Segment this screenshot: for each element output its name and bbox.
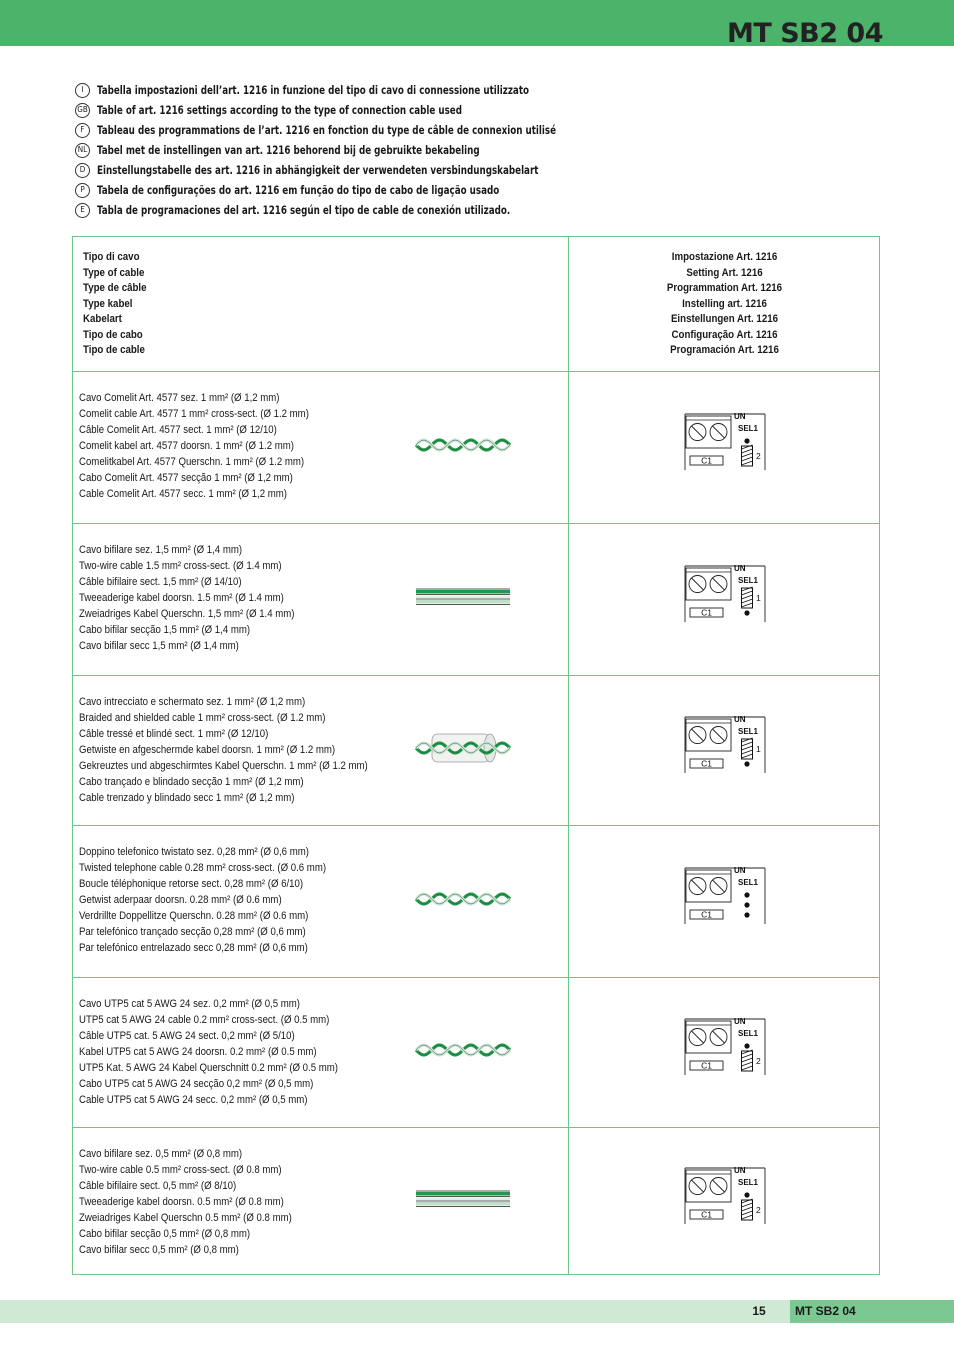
- language-caption: Tabella impostazioni dell’art. 1216 in funzione del tipo di cavo di connessione utilizzato: [97, 83, 530, 97]
- cable-description-line: Cavo Comelit Art. 4577 sez. 1 mm² (Ø 1,2 mm): [79, 392, 280, 404]
- cable-description-line: Cabo bifilar secção 1,5 mm² (Ø 1,4 mm): [79, 624, 251, 636]
- header-cable-type-line: Tipo di cavo: [83, 251, 140, 263]
- cable-drawing: [415, 882, 511, 916]
- cable-description-line: Cavo UTP5 cat 5 AWG 24 sez. 0,2 mm² (Ø 0,5 mm): [79, 998, 300, 1010]
- cable-description: [79, 542, 294, 654]
- jumper-diagram-drawing: [683, 408, 769, 472]
- cable-description-line: Cavo bifilar secc 0,5 mm² (Ø 0,8 mm): [79, 1244, 239, 1256]
- jumper-diagram-drawing: [683, 711, 769, 775]
- header-cable-type-line: Tipo de cabo: [83, 328, 143, 341]
- cable-description-line: Twisted telephone cable 0.28 mm² cross-sect. (Ø 0.6 mm): [79, 862, 327, 874]
- un-label: UN: [734, 412, 746, 421]
- jumper-diagram-drawing: [683, 1013, 769, 1077]
- language-caption: Tabela de configurações do art. 1216 em função do tipo de cabo de ligação usado: [97, 183, 500, 197]
- sel1-label: SEL1: [738, 1029, 759, 1038]
- header-setting-line: Programación Art. 1216: [670, 344, 779, 356]
- jumper-setting-diagram: [683, 560, 769, 629]
- cable-description-line: Cabo bifilar secção 0,5 mm² (Ø 0,8 mm): [79, 1228, 251, 1240]
- cable-description-line: Two-wire cable 1.5 mm² cross-sect. (Ø 1.4 mm): [79, 560, 282, 572]
- cable-description-line: Câble Comelit Art. 4577 sect. 1 mm² (Ø 12/10): [79, 424, 277, 436]
- page-number: 15: [752, 1304, 766, 1318]
- jumper-pin: [744, 1043, 749, 1048]
- settings-table: [72, 236, 880, 1275]
- cable-wire: [416, 1202, 510, 1206]
- terminal-label: C1: [701, 909, 712, 920]
- un-label: UN: [734, 1017, 746, 1026]
- footer-bar: [0, 1300, 954, 1323]
- cable-description-line: Getwist aderpaar doorsn. 0.28 mm² (Ø 0.6 mm): [79, 894, 282, 906]
- parallel-wire-icon: [415, 587, 511, 614]
- cable-description-line: Cable UTP5 cat 5 AWG 24 secc. 0,2 mm² (Ø 0,5 mm): [79, 1094, 308, 1106]
- header-cable-type-line: Kabelart: [83, 313, 122, 325]
- language-code-badge: GB: [75, 103, 90, 118]
- cable-description-line: Cabo trançado e blindado secção 1 mm² (Ø 1,2 mm): [79, 776, 304, 788]
- jumper-setting-diagram: [683, 862, 769, 931]
- jumper-position-label: 1: [756, 744, 761, 754]
- language-row: [75, 160, 631, 180]
- language-row: [75, 200, 631, 220]
- row-divider: [73, 825, 879, 826]
- header-setting-line: Einstellungen Art. 1216: [670, 313, 779, 325]
- cable-description-line: Zweiadriges Kabel Querschn. 1,5 mm² (Ø 1.4 mm): [79, 608, 295, 620]
- cable-drawing: [415, 1189, 511, 1211]
- jumper-pin: [744, 892, 749, 897]
- jumper-setting-diagram: [683, 1162, 769, 1231]
- language-code-badge: NL: [75, 143, 90, 158]
- row-divider: [73, 371, 879, 372]
- cable-description: [79, 1146, 292, 1258]
- jumper-diagram-drawing: [683, 560, 769, 624]
- cable-wire: [416, 596, 510, 599]
- cable-description-line: Tweeaderige kabel doorsn. 0.5 mm² (Ø 0.8 mm): [79, 1196, 284, 1208]
- cable-drawing: [415, 1033, 511, 1067]
- cable-description-line: Gekreuztes und abgeschirmtes Kabel Querschn. 1 mm² (Ø 1.2 mm): [79, 760, 368, 772]
- cable-description-line: Cavo bifilare sez. 1,5 mm² (Ø 1,4 mm): [79, 544, 243, 556]
- top-banner: [0, 0, 954, 49]
- document-title: MT SB2 04: [727, 18, 883, 49]
- jumper-position-label: 1: [756, 593, 761, 603]
- cable-description-line: Cabo UTP5 cat 5 AWG 24 secção 0,2 mm² (Ø 0,5 mm): [79, 1078, 314, 1090]
- cable-description-line: Cable trenzado y blindado secc 1 mm² (Ø 1,2 mm): [79, 792, 295, 804]
- column-divider: [568, 237, 569, 1274]
- cable-drawing: [415, 428, 511, 462]
- terminal-label: C1: [701, 1060, 712, 1071]
- twisted-pair-icon: [415, 428, 511, 467]
- cable-description: [79, 996, 338, 1108]
- language-row: [75, 100, 631, 120]
- language-caption: Table of art. 1216 settings according to the type of connection cable used: [97, 103, 463, 117]
- language-caption: Tableau des programmations de l’art. 1216 en fonction du type de câble de connexion utilisé: [97, 123, 557, 137]
- cable-wire: [416, 590, 510, 594]
- language-code-badge: F: [75, 123, 90, 138]
- header-setting-line: Setting Art. 1216: [686, 266, 763, 279]
- cable-description-line: Kabel UTP5 cat 5 AWG 24 doorsn. 0.2 mm² (Ø 0.5 mm): [79, 1046, 317, 1058]
- language-code-badge: E: [75, 203, 90, 218]
- parallel-wire-icon: [415, 1189, 511, 1216]
- header-setting-line: Programmation Art. 1216: [666, 282, 783, 294]
- jumper-pin: [744, 902, 749, 907]
- sel1-label: SEL1: [738, 424, 759, 433]
- jumper-pin: [744, 1192, 749, 1197]
- header-cable-type-line: Type kabel: [83, 297, 133, 310]
- jumper-pin: [744, 438, 749, 443]
- cable-description-line: Câble UTP5 cat. 5 AWG 24 sect. 0,2 mm² (Ø 5/10): [79, 1030, 295, 1042]
- terminal-label: C1: [701, 758, 712, 769]
- jumper-diagram-drawing: [683, 1162, 769, 1226]
- cable-description-line: Getwiste en afgeschermde kabel doorsn. 1 mm² (Ø 1.2 mm): [79, 744, 336, 756]
- language-code-badge: D: [75, 163, 90, 178]
- cable-description: [79, 694, 368, 806]
- language-caption: Einstellungstabelle des art. 1216 in abhängigkeit der verwendeten versbindungskabelart: [97, 163, 539, 177]
- row-divider: [73, 523, 879, 524]
- cable-description-line: Boucle téléphonique retorse sect. 0,28 mm² (Ø 6/10): [79, 878, 304, 890]
- cable-drawing: [415, 587, 511, 609]
- row-divider: [73, 675, 879, 676]
- terminal-label: C1: [701, 1209, 712, 1220]
- jumper-setting-diagram: [683, 1013, 769, 1082]
- terminal-label: C1: [701, 455, 712, 466]
- shielded-twisted-cable-icon: [415, 731, 511, 770]
- cable-description-line: Comelitkabel Art. 4577 Querschn. 1 mm² (Ø 1.2 mm): [79, 456, 305, 468]
- jumper-pin: [744, 912, 749, 917]
- footer-document-code: MT SB2 04: [790, 1300, 954, 1323]
- cable-description: [79, 390, 309, 502]
- cable-description-line: Cavo intrecciato e schermato sez. 1 mm² (Ø 1,2 mm): [79, 696, 306, 708]
- jumper-position-label: 2: [756, 1205, 761, 1215]
- row-divider: [73, 977, 879, 978]
- cable-description-line: Tweeaderige kabel doorsn. 1.5 mm² (Ø 1.4 mm): [79, 592, 284, 604]
- language-code-badge: P: [75, 183, 90, 198]
- cable-description-line: Comelit cable Art. 4577 1 mm² cross-sect. (Ø 1.2 mm): [79, 408, 309, 420]
- language-caption: Tabel met de instellingen van art. 1216 behorend bij de gebruikte bekabeling: [97, 143, 480, 157]
- language-caption: Tabla de programaciones del art. 1216 según el tipo de cable de conexión utilizado.: [97, 203, 511, 217]
- cable-description-line: Cable Comelit Art. 4577 secc. 1 mm² (Ø 1,2 mm): [79, 488, 287, 500]
- header-cable-type-line: Tipo de cable: [83, 344, 145, 356]
- twisted-pair-icon: [415, 882, 511, 921]
- row-divider: [73, 1127, 879, 1128]
- language-row: [75, 180, 631, 200]
- un-label: UN: [734, 1166, 746, 1175]
- cable-description-line: Braided and shielded cable 1 mm² cross-sect. (Ø 1.2 mm): [79, 712, 326, 724]
- header-setting: [568, 250, 881, 359]
- cable-description-line: Two-wire cable 0.5 mm² cross-sect. (Ø 0.8 mm): [79, 1164, 282, 1176]
- cable-description-line: Câble tressé et blindé sect. 1 mm² (Ø 12/10): [79, 728, 269, 740]
- header-cable-type-line: Type of cable: [83, 266, 145, 279]
- cable-description-line: Verdrillte Doppellitze Querschn. 0.28 mm² (Ø 0.6 mm): [79, 910, 309, 922]
- language-row: [75, 140, 631, 160]
- header-cable-type-line: Type de câble: [83, 282, 147, 294]
- terminal-label: C1: [701, 607, 712, 618]
- language-row: [75, 120, 631, 140]
- jumper-setting-diagram: [683, 408, 769, 477]
- cable-wire: [416, 1198, 510, 1201]
- jumper-position-label: 2: [756, 451, 761, 461]
- cable-description-line: Câble bifilaire sect. 1,5 mm² (Ø 14/10): [79, 576, 242, 588]
- sel1-label: SEL1: [738, 576, 759, 585]
- jumper-pin: [744, 761, 749, 766]
- cable-description-line: Cavo bifilare sez. 0,5 mm² (Ø 0,8 mm): [79, 1148, 243, 1160]
- cable-description-line: Par telefónico trançado secção 0,28 mm² (Ø 0,6 mm): [79, 926, 306, 938]
- sel1-label: SEL1: [738, 1178, 759, 1187]
- cable-wire: [416, 600, 510, 604]
- header-cable-type: [83, 250, 147, 359]
- un-label: UN: [734, 564, 746, 573]
- sel1-label: SEL1: [738, 727, 759, 736]
- jumper-diagram-drawing: [683, 862, 769, 926]
- cable-description-line: Cavo bifilar secc 1,5 mm² (Ø 1,4 mm): [79, 640, 239, 652]
- jumper-setting-diagram: [683, 711, 769, 780]
- cable-wire: [416, 1192, 510, 1196]
- language-list: [75, 80, 631, 220]
- jumper-position-label: 2: [756, 1056, 761, 1066]
- language-row: [75, 80, 631, 100]
- cable-description-line: Zweiadriges Kabel Querschn 0.5 mm² (Ø 0.8 mm): [79, 1212, 292, 1224]
- un-label: UN: [734, 866, 746, 875]
- cable-description-line: UTP5 cat 5 AWG 24 cable 0.2 mm² cross-sect. (Ø 0.5 mm): [79, 1014, 330, 1026]
- cable-description-line: Doppino telefonico twistato sez. 0,28 mm² (Ø 0,6 mm): [79, 846, 309, 858]
- cable-description-line: Par telefónico entrelazado secc 0,28 mm² (Ø 0,6 mm): [79, 942, 308, 954]
- header-setting-line: Impostazione Art. 1216: [671, 251, 778, 263]
- header-setting-line: Configuração Art. 1216: [671, 328, 778, 341]
- twisted-pair-icon: [415, 1033, 511, 1072]
- cable-description-line: Cabo Comelit Art. 4577 secção 1 mm² (Ø 1,2 mm): [79, 472, 293, 484]
- jumper-pin: [744, 610, 749, 615]
- cable-description-line: Câble bifilaire sect. 0,5 mm² (Ø 8/10): [79, 1180, 237, 1192]
- sel1-label: SEL1: [738, 878, 759, 887]
- cable-description: [79, 844, 326, 956]
- cable-drawing: [415, 731, 511, 765]
- language-code-badge: I: [75, 83, 90, 98]
- cable-description-line: UTP5 Kat. 5 AWG 24 Kabel Querschnitt 0.2 mm² (Ø 0.5 mm): [79, 1062, 338, 1074]
- cable-description-line: Comelit kabel art. 4577 doorsn. 1 mm² (Ø 1.2 mm): [79, 440, 294, 452]
- un-label: UN: [734, 715, 746, 724]
- header-setting-line: Instelling art. 1216: [682, 297, 767, 310]
